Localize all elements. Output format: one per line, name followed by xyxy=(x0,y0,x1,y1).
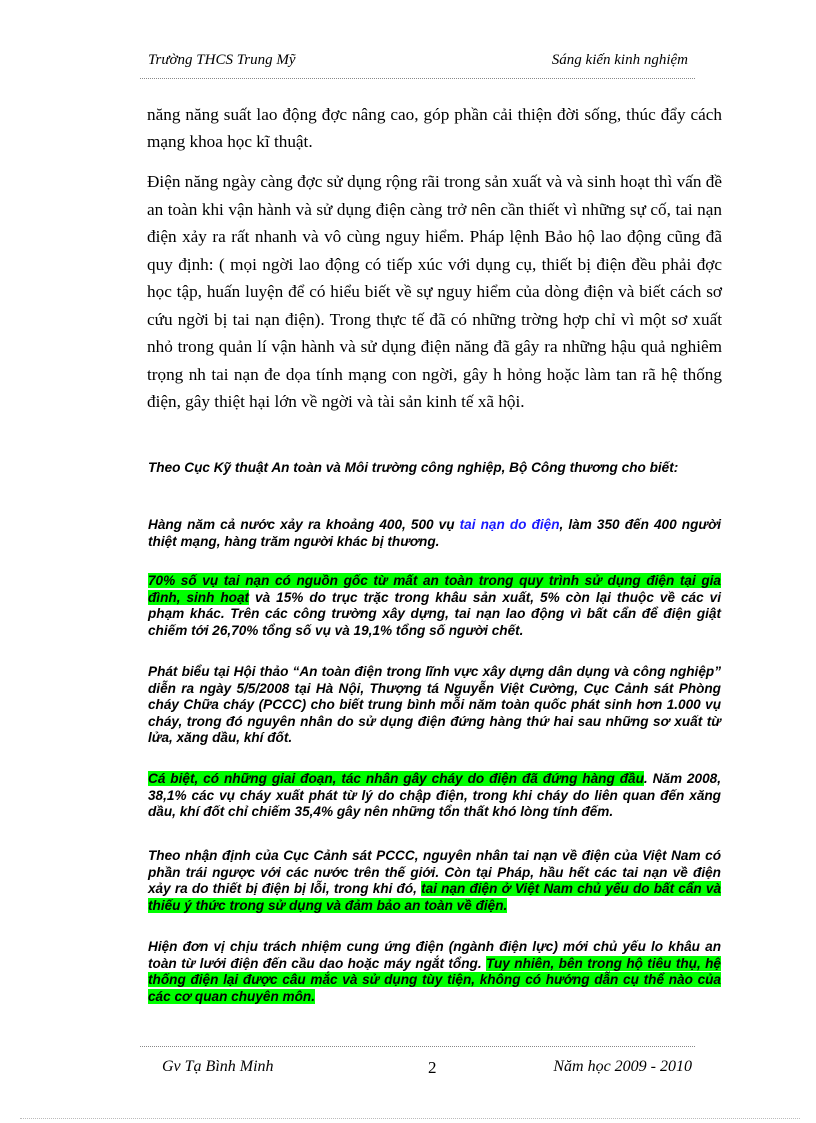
highlighted-text: Cá biệt, có những giai đoạn, tác nhân gây cháy do điện đã đứng hàng đầu xyxy=(148,771,644,786)
paragraph-safety: Điện năng ngày càng đợc sử dụng rộng rãi trong sản xuất và và sinh hoạt thì vấn đề an toàn khi vận hành và sử dụng điện càng trở nên cần thiết vì những sự cố, tai nạn điện xảy ra rất nhanh và vô cùng nguy hiểm. Pháp lệnh Bảo hộ lao động cũng đã quy định: ( mọi ngời lao động có tiếp xúc với dụng cụ, thiết bị điện đều phải đợc học tập, huấn luyện để có hiểu biết về sự nguy hiểm của dòng điện và biết cách sơ cứu ngời bị tai nạn điện). Trong thực tế đã có những trờng hợp chỉ vì một sơ xuất nhỏ trong quản lí vận hành và sử dụng điện năng đã gây ra những hậu quả nghiêm trọng nh tai nạn đe dọa tính mạng con ngời, gây h hỏng hoặc làm tan rã hệ thống điện, gây thiệt hại lớn về ngời và tài sản kinh tế xã hội. xyxy=(147,172,722,411)
quote-statistics xyxy=(148,517,721,550)
page-header xyxy=(148,52,688,72)
header-title: Sáng kiến kinh nghiệm xyxy=(551,52,688,68)
quote-text: Hiện đơn vị chịu trách nhiệm cung ứng điện (ngành điện lực) mới chủ yếu lo khâu an toàn từ lưới điện đến cầu dao hoặc máy ngắt tổng. xyxy=(148,939,721,971)
quote-text: , làm 350 đến 400 người thiệt mạng, hàng trăm người khác bị thương. xyxy=(148,517,721,549)
quote-source: Theo Cục Kỹ thuật An toàn và Môi trường công nghiệp, Bộ Công thương cho biết: xyxy=(148,460,679,475)
page-footer xyxy=(162,1058,692,1080)
quote-text: . Năm 2008, 38,1% các vụ cháy xuất phát từ lý do chập điện, trong khi cháy do liên quan đến xăng dầu, khí đốt chỉ chiếm 35,4% gây nên những tổn thất khó lòng tính đếm. xyxy=(148,771,722,819)
highlighted-text: tai nạn điện ở Việt Nam chủ yếu do bất cẩn và thiếu ý thức trong sử dụng và đảm bảo an toàn về điện. xyxy=(148,881,722,913)
quote-text: và 15% do trục trặc trong khâu sản xuất, 5% còn lại thuộc về các vi phạm khác. Trên các công trường xây dựng, tai nạn lao động vì bất cẩn để điện giật chiếm tới 26,70% tổng số vụ và 19,1% tổng số người chết. xyxy=(148,589,721,638)
footer-author: Gv Tạ Bình Minh xyxy=(162,1058,274,1075)
quote-text: Hàng năm cả nước xảy ra khoảng 400, 500 vụ xyxy=(148,517,460,532)
highlighted-text: 70% số vụ tai nạn có nguồn gốc từ mất an toàn trong quy trình sử dụng điện tại gia đình, sinh hoạt xyxy=(148,573,721,605)
quote-text: Theo nhận định của Cục Cảnh sát PCCC, nguyên nhân tai nạn về điện của Việt Nam có phần trái ngược với các nước trên thế giới. Còn tại Pháp, hầu hết các tai nạn về điện xảy ra do thiết bị điện bị lỗi, trong khi đó, xyxy=(148,848,721,896)
quote-conference: Phát biểu tại Hội thảo “An toàn điện trong lĩnh vực xây dựng dân dụng và công nghiệp” diễn ra ngày 5/5/2008 tại Hà Nội, Thượng tá Nguyễn Việt Cường, Cục Cảnh sát Phòng cháy Chữa cháy (PCCC) cho biết trung bình mỗi năm toàn quốc phát sinh hơn 1.000 vụ cháy, trong đó nguyên nhân do sử dụng điện đứng hàng thứ hai sau những sơ xuất từ lửa, xăng dầu, khí đốt. xyxy=(148,664,721,745)
quote-assessment xyxy=(148,848,721,914)
highlighted-text: Tuy nhiên, bên trong hộ tiêu thụ, hệ thống điện lại được câu mắc và sử dụng tùy tiện, không có hướng dẫn cụ thể nào của các cơ quan chuyên môn. xyxy=(148,955,721,1004)
quote-responsibility xyxy=(148,939,721,1005)
header-school: Trường THCS Trung Mỹ xyxy=(148,52,296,68)
header-divider xyxy=(140,78,695,79)
electric-accident-link[interactable]: tai nạn do điện xyxy=(459,517,560,532)
page-number: 2 xyxy=(428,1058,437,1077)
footer-divider xyxy=(140,1046,695,1047)
footer-school-year: Năm học 2009 - 2010 xyxy=(553,1058,692,1075)
quote-fire-cause xyxy=(148,771,721,821)
quote-percentages xyxy=(148,573,721,639)
paragraph-intro: năng năng suất lao động đợc nâng cao, góp phần cải thiện đời sống, thúc đẩy cách mạng khoa học kĩ thuật. xyxy=(147,105,722,151)
page-bottom-divider xyxy=(20,1118,800,1119)
